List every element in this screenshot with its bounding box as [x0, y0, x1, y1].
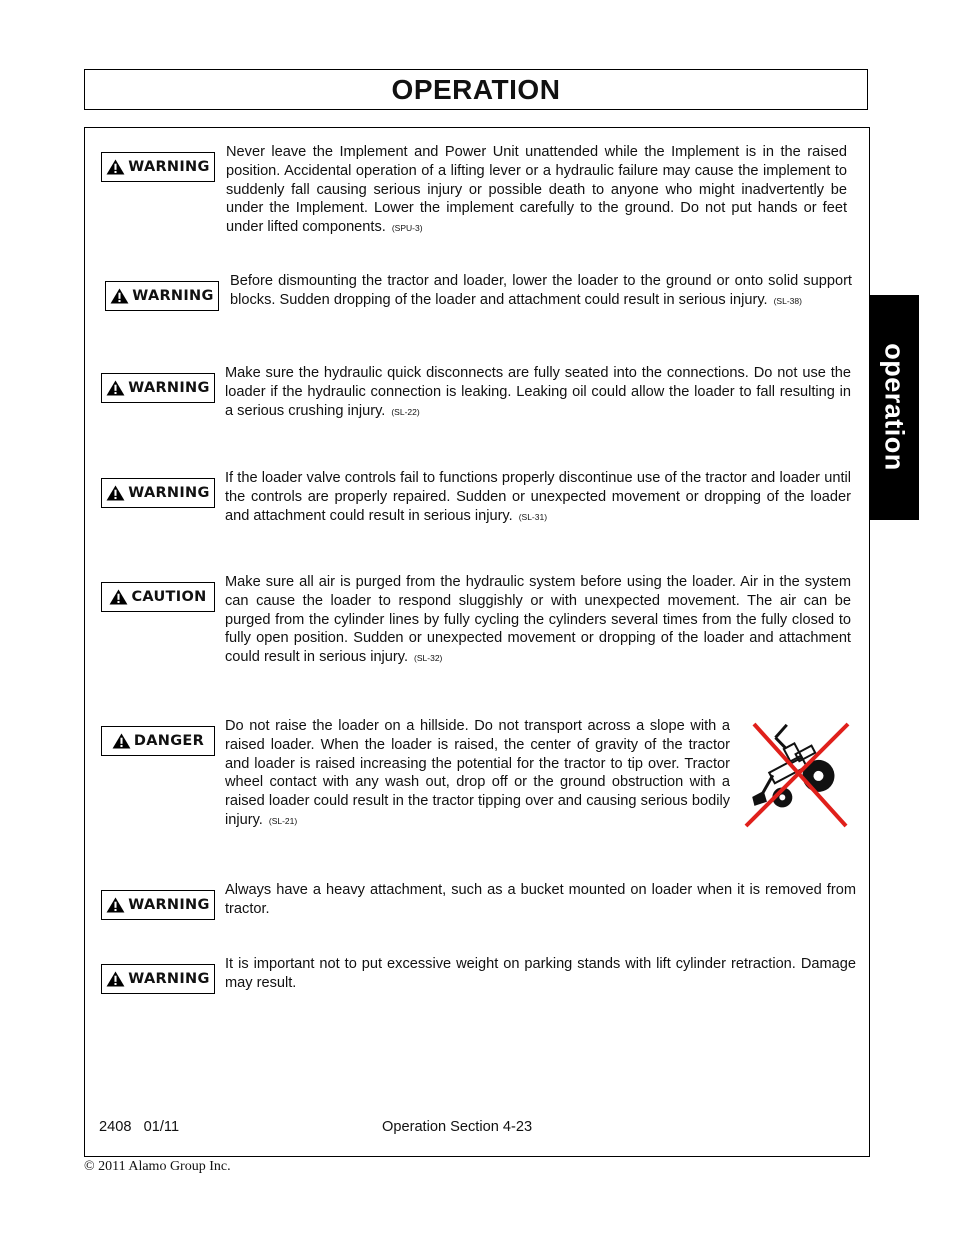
notice-body: Never leave the Implement and Power Unit unattended while the Implement is in the raised position. Accidental operation of a lifting lever or a hydraulic failure may cause the implement to suddenly fall causing serious injury or possible death to anyone who might inadvertently be under the Implement. Lower the implement carefully to the ground. Do not put hands or feet under lifted components.	[226, 144, 847, 236]
page-title: OPERATION	[391, 73, 561, 105]
warning-badge	[105, 281, 219, 311]
badge-label: DANGER	[133, 733, 205, 749]
notice-body: If the loader valve controls fail to functions properly discontinue use of the tractor and loader until the controls are properly repaired. Sudden or unexpected movement or dropping of the loader and attachment could result in serious injury.	[225, 470, 851, 524]
page-number: Operation Section 4-23	[382, 1119, 533, 1135]
notice-text	[225, 573, 851, 668]
notice-text	[226, 143, 847, 238]
notice-code: (SL-22)	[391, 406, 420, 417]
notice-text	[230, 272, 852, 311]
badge-label: CAUTION	[131, 589, 207, 605]
alert-triangle-icon	[106, 380, 125, 396]
section-tab	[869, 295, 919, 520]
alert-triangle-icon	[106, 971, 125, 987]
notice-body: Do not raise the loader on a hillside. Do not transport across a slope with a raised loader. When the loader is raised, the center of gravity of the tractor and loader is raised increasing the potential for the tractor to tip over. Tractor wheel contact with any wash out, drop off or the ground obstruction with a raised loader could result in the tractor tipping over and causing serious bodily injury.	[225, 718, 730, 828]
header-box	[84, 69, 868, 110]
alert-triangle-icon	[106, 897, 125, 913]
badge-label: WARNING	[128, 485, 210, 501]
notice-code: (SL-32)	[414, 653, 443, 664]
warning-badge	[101, 478, 215, 508]
alert-triangle-icon	[112, 733, 131, 749]
alert-triangle-icon	[109, 589, 128, 605]
copyright: © 2011 Alamo Group Inc.	[84, 1159, 231, 1174]
notice-body: Make sure all air is purged from the hydraulic system before using the loader. Air in the system can cause the loader to respond sluggishly or with unexpected movement. The air can be purged from the cylinder lines by fully cycling the cylinders several times from the fully closed to fully open position. Sudden or unexpected movement or dropping of the loader and attachment could result in serious injury.	[225, 574, 851, 666]
danger-badge	[101, 726, 215, 756]
alert-triangle-icon	[110, 288, 129, 304]
notice-code: (SPU-3)	[391, 223, 423, 234]
section-tab-label: operation	[879, 343, 910, 471]
notice-text	[225, 469, 851, 526]
notice-code: (SL-21)	[268, 815, 298, 826]
warning-badge	[101, 890, 215, 920]
notice-body: Make sure the hydraulic quick disconnects are fully seated into the connections. Do not use the loader if the hydraulic connection is leaking. Leaking oil could allow the loader to fall resulting in a serious crushing injury.	[225, 365, 851, 419]
notice-text	[225, 364, 851, 421]
notice-body: Always have a heavy attachment, such as a bucket mounted on loader when it is removed from tractor.	[225, 882, 856, 917]
alert-triangle-icon	[106, 485, 125, 501]
notice-text	[225, 717, 730, 831]
notice-code: (SL-31)	[518, 511, 548, 522]
tractor-tipping-prohibited-icon	[742, 720, 854, 832]
alert-triangle-icon	[106, 159, 125, 175]
notice-text	[225, 955, 856, 993]
notice-body: Before dismounting the tractor and loader, lower the loader to the ground or onto solid support blocks. Sudden dropping of the loader and attachment could result in serious injury.	[230, 273, 852, 308]
badge-label: WARNING	[128, 159, 210, 175]
document-id: 2408 01/11	[99, 1119, 180, 1135]
badge-label: WARNING	[128, 897, 210, 913]
badge-label: WARNING	[128, 971, 210, 987]
badge-label: WARNING	[128, 380, 210, 396]
caution-badge	[101, 582, 215, 612]
warning-badge	[101, 373, 215, 403]
badge-label: WARNING	[132, 288, 214, 304]
notice-body: It is important not to put excessive weight on parking stands with lift cylinder retraction. Damage may result.	[225, 956, 856, 991]
notice-text	[225, 881, 856, 919]
notice-code: (SL-38)	[773, 295, 802, 306]
warning-badge	[101, 152, 215, 182]
warning-badge	[101, 964, 215, 994]
